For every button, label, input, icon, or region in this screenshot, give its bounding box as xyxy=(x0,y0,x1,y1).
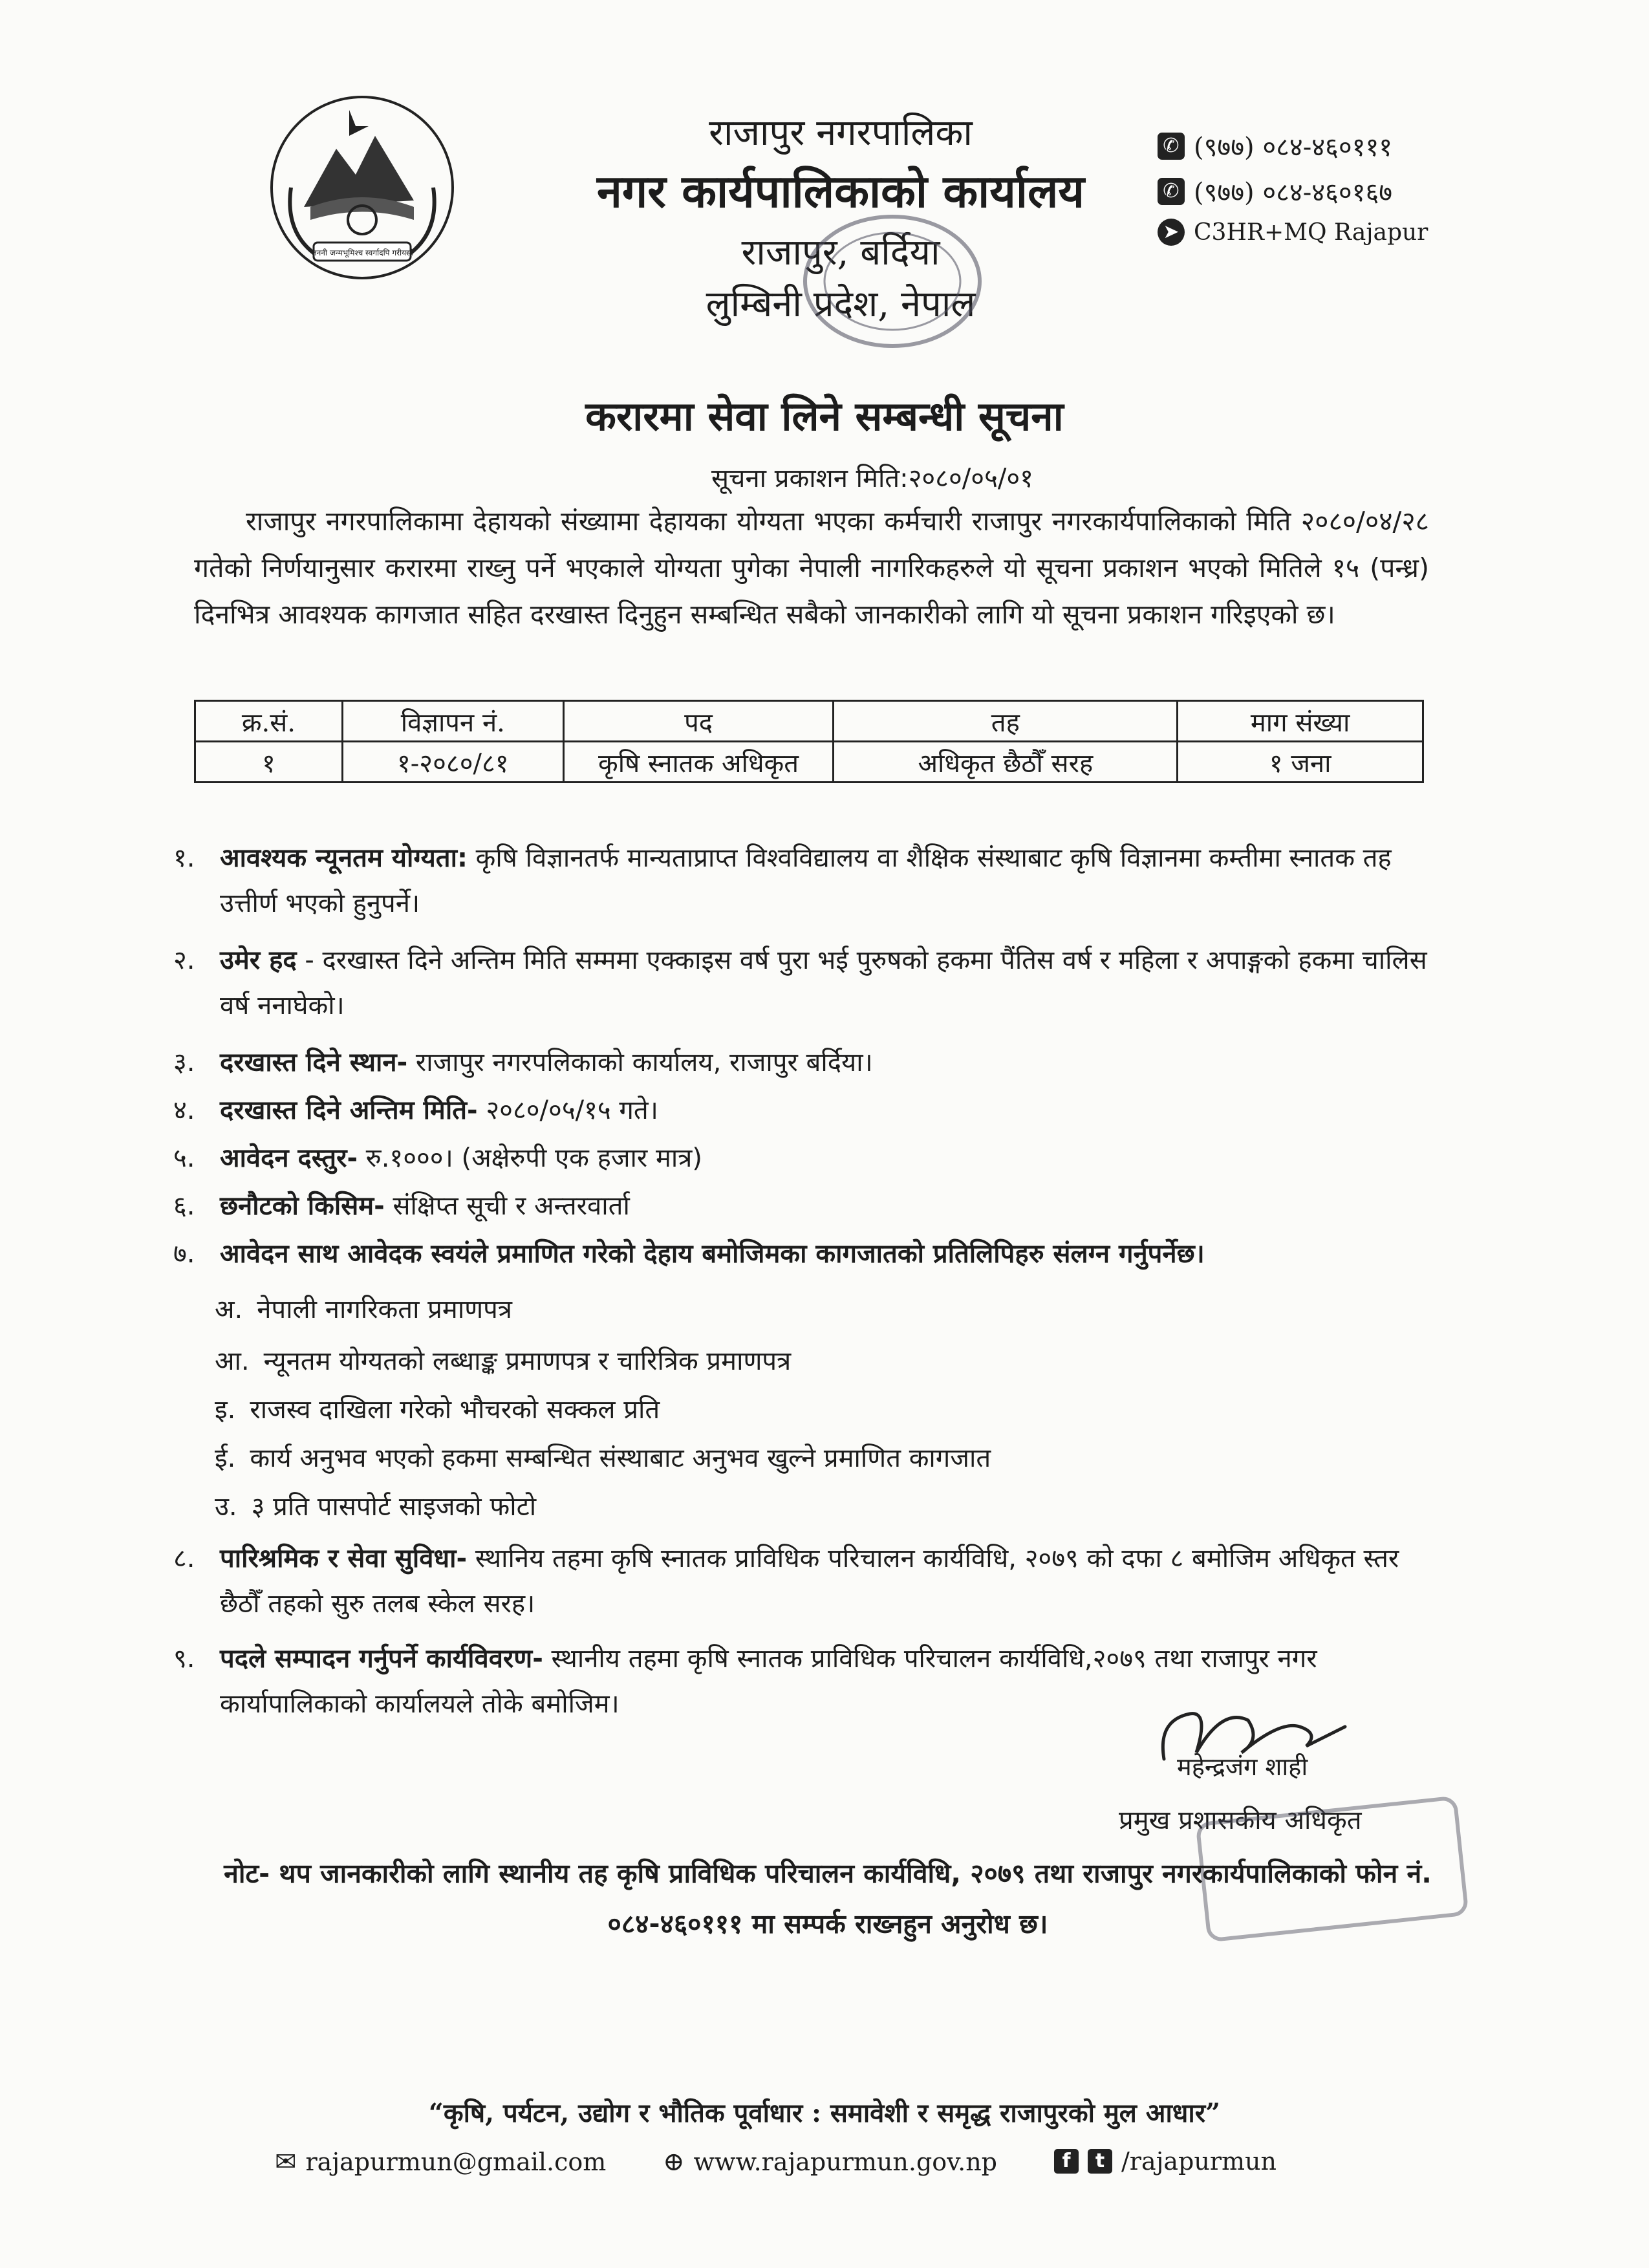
phone-icon: ✆ xyxy=(1158,178,1185,205)
notice-title: करारमा सेवा लिने सम्बन्धी सूचना xyxy=(585,393,1064,440)
col-quantity: माग संख्या xyxy=(1178,701,1423,742)
col-position: पद xyxy=(563,701,834,742)
list-item: २. उमेर हद - दरखास्त दिने अन्तिम मिति सम्ममा एक्काइस वर्ष पुरा भई पुरुषको हकमा पैंतिस वर्ष र महिला र अपाङ्गको हकमा चालिस वर्ष ननाघेको। xyxy=(173,945,1427,1021)
list-item: १. आवश्यक न्यूनतम योग्यता: कृषि विज्ञानतर्फ मान्यताप्राप्त विश्वविद्यालय वा शैक्षिक संस्थाबाट कृषि विज्ञानमा कम्तीमा स्नातक तह उत्तीर्ण भएको हुनुपर्ने। xyxy=(173,843,1392,918)
list-item: ७. आवेदन साथ आवेदक स्वयंले प्रमाणित गरेको देहाय बमोजिमका कागजातको प्रतिलिपिहरु संलग्न गर्नुपर्नेछ। xyxy=(173,1239,1205,1269)
sub-list-item: अ. नेपाली नागरिकता प्रमाणपत्र xyxy=(215,1295,512,1324)
cell-position: कृषि स्नातक अधिकृत xyxy=(563,742,834,783)
list-item: ५. आवेदन दस्तुर- रु.१०००। (अक्षेरुपी एक हजार मात्र) xyxy=(173,1143,702,1173)
list-item: ३. दरखास्त दिने स्थान- राजापुर नगरपलिकाको कार्यालय, राजापुर बर्दिया। xyxy=(173,1048,873,1077)
vacancy-table xyxy=(194,700,1424,783)
col-level: तह xyxy=(834,701,1178,742)
list-item: ६. छनौटको किसिम- संक्षिप्त सूची र अन्तरवार्ता xyxy=(173,1191,630,1221)
website-contact xyxy=(663,2147,997,2177)
nepal-emblem-icon xyxy=(265,91,459,285)
cell-serial: १ xyxy=(195,742,343,783)
svg-text:जननी जन्मभूमिश्च स्वर्गादपि गर: जननी जन्मभूमिश्च स्वर्गादपि गरीयसी xyxy=(310,248,414,257)
signatory-name: महेन्द्रजंग शाही xyxy=(1177,1753,1308,1781)
phone-contact-2: ✆ (९७७) ०८४-४६०१६७ xyxy=(1158,173,1392,209)
footer-note: नोट- थप जानकारीको लागि स्थानीय तह कृषि प्राविधिक परिचालन कार्यविधि, २०७९ तथा राजापुर नगरकार्यपालिकाको फोन नं. ०८४-४६०१११ मा सम्पर्क राख्नहुन अनुरोध छ। xyxy=(224,1858,1432,1939)
email-contact xyxy=(275,2147,606,2177)
phone-contact-1: ✆ (९७७) ०८४-४६०१११ xyxy=(1158,128,1392,164)
table-header-row xyxy=(195,701,1423,742)
twitter-icon: t xyxy=(1088,2149,1112,2174)
municipality-slogan: “कृषि, पर्यटन, उद्योग र भौतिक पूर्वाधार : समावेशी र समृद्ध राजापुरको मुल आधार” xyxy=(428,2098,1221,2128)
list-item: ४. दरखास्त दिने अन्तिम मिति- २०८०/०५/१५ गते। xyxy=(173,1096,658,1125)
office-stamp xyxy=(795,207,989,356)
email-icon: ✉ xyxy=(275,2147,297,2177)
col-ad-number: विज्ञापन नं. xyxy=(342,701,563,742)
cell-ad-number: १-२०८०/८१ xyxy=(342,742,563,783)
col-serial: क्र.सं. xyxy=(195,701,343,742)
sub-list-item: आ. न्यूनतम योग्यतको लब्धाङ्क प्रमाणपत्र र चारित्रिक प्रमाणपत्र xyxy=(215,1346,792,1376)
cell-quantity: १ जना xyxy=(1178,742,1423,783)
globe-icon: ⊕ xyxy=(663,2147,685,2177)
location-icon: ➤ xyxy=(1158,219,1185,246)
sub-list-item: ई. कार्य अनुभव भएको हकमा सम्बन्धित संस्थाबाट अनुभव खुल्ने प्रमाणित कागजात xyxy=(215,1443,991,1473)
list-item: ९. पदले सम्पादन गर्नुपर्ने कार्यविवरण- स्थानीय तहमा कृषि स्नातक प्राविधिक परिचालन कार्यविधि,२०७९ तथा राजापुर नगर कार्यापालिकाको कार्यालयले तोके बमोजिम। xyxy=(173,1644,1317,1719)
notice-intro: राजापुर नगरपालिकामा देहायको संख्यामा देहायका योग्यता भएका कर्मचारी राजापुर नगरकार्यपालिकाको मिति २०८०/०४/२८ गतेको निर्णयानुसार करारमा राख्नु पर्ने भएकाले योग्यता पुगेका नेपाली नागरिकहरुले यो सूचना प्रकाशन भएको मितिले १५ (पन्ध्र) दिनभित्र आवश्यक कागजात सहित दरखास्त दिनुहुन सम्बन्धित सबैको जानकारीको लागि यो सूचना प्रकाशन गरिइएको छ। xyxy=(194,506,1429,630)
office-province: लुम्बिनी प्रदेश, नेपाल xyxy=(706,283,976,325)
social-handle[interactable]: /rajapurmun xyxy=(1121,2147,1277,2176)
website-link[interactable]: www.rajapurmun.gov.np xyxy=(693,2148,997,2176)
signatory-designation: प्रमुख प्रशासकीय अधिकृत xyxy=(1119,1806,1362,1835)
office-name: नगर कार्यपालिकाको कार्यालय xyxy=(596,164,1085,218)
email-link[interactable]: rajapurmun@gmail.com xyxy=(305,2148,607,2176)
cell-level: अधिकृत छैठौँ सरह xyxy=(834,742,1178,783)
office-district: राजापुर, बर्दिया xyxy=(741,232,940,274)
phone-icon: ✆ xyxy=(1158,133,1185,160)
social-contact xyxy=(1054,2147,1277,2176)
publication-date: सूचना प्रकाशन मिति:२०८०/०५/०१ xyxy=(711,464,1033,493)
municipality-name: राजापुर नगरपालिका xyxy=(709,112,973,154)
sub-list-item: उ. ३ प्रति पासपोर्ट साइजको फोटो xyxy=(215,1492,537,1522)
table-row xyxy=(195,742,1423,783)
facebook-icon: f xyxy=(1054,2149,1079,2174)
list-item: ८. पारिश्रमिक र सेवा सुविधा- स्थानिय तहमा कृषि स्नातक प्राविधिक परिचालन कार्यविधि, २०७९ को दफा ८ बमोजिम अधिकृत स्तर छैठौँ तहको सुरु तलब स्केल सरह। xyxy=(173,1544,1399,1619)
location-contact: ➤ C3HR+MQ Rajapur xyxy=(1158,219,1428,246)
sub-list-item: इ. राजस्व दाखिला गरेको भौचरको सक्कल प्रति xyxy=(215,1395,660,1425)
